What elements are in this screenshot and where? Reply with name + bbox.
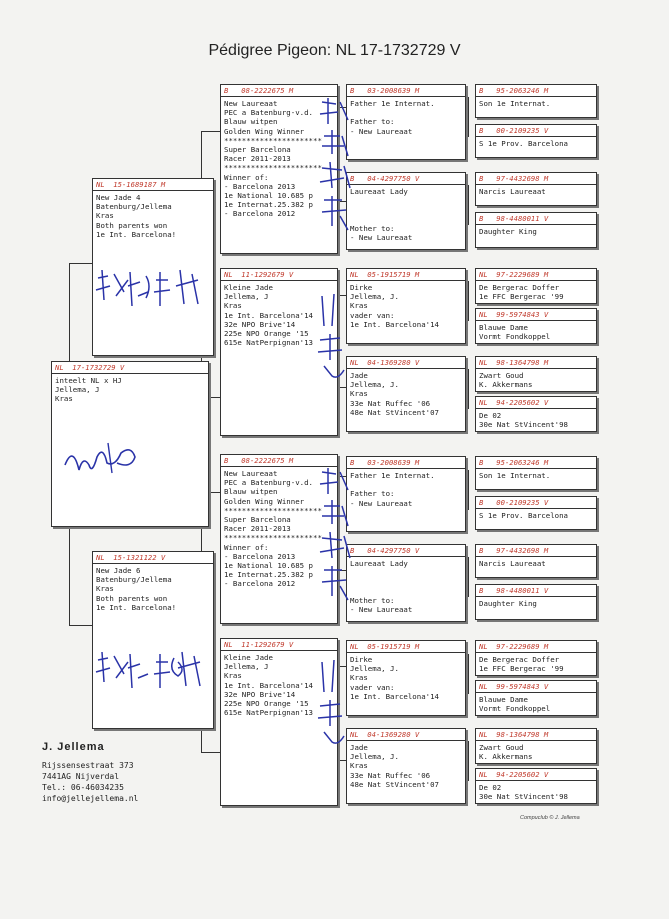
software-credit: Compuclub © J. Jellema <box>520 815 580 821</box>
ring-number: NL 05-1915719 M <box>347 269 465 281</box>
pigeon-box-g4i <box>475 456 597 490</box>
pigeon-details: Laureaat Lady Mother to: - New Laureaat <box>350 559 413 615</box>
pigeon-box-dam <box>92 551 214 729</box>
ring-number: B 97-4432698 M <box>476 173 596 185</box>
pigeon-box-grandsire-1 <box>220 84 338 254</box>
pigeon-details: Son 1e Internat. <box>479 99 551 108</box>
pigeon-box-g3d <box>346 356 466 432</box>
pigeon-details: De Bergerac Doffer 1e FFC Bergerac '99 <box>479 655 564 674</box>
ring-number: B 98-4480011 V <box>476 585 596 597</box>
ring-number: NL 11-1292679 V <box>221 639 337 651</box>
ring-number: B 97-4432698 M <box>476 545 596 557</box>
pigeon-box-g4g <box>475 356 597 392</box>
ring-number: NL 97-2229689 M <box>476 641 596 653</box>
ring-number: B 03-2008639 M <box>347 85 465 97</box>
pigeon-details: Zwart Goud K. Akkermans <box>479 371 533 390</box>
pigeon-details: Son 1e Internat. <box>479 471 551 480</box>
pigeon-box-g4k <box>475 544 597 578</box>
ring-number: B 08-2222675 M <box>221 85 337 97</box>
pigeon-box-granddam-1 <box>220 268 338 436</box>
ring-number: NL 97-2229689 M <box>476 269 596 281</box>
pigeon-box-g4j <box>475 496 597 530</box>
email-address: info@jellejellema.nl <box>42 794 139 803</box>
ring-number: B 00-2109235 V <box>476 497 596 509</box>
pigeon-details: Blauwe Dame Vormt Fondkoppel <box>479 695 551 714</box>
pigeon-box-g3h <box>346 728 466 804</box>
ring-number: NL 98-1364798 M <box>476 729 596 741</box>
pigeon-box-g4l <box>475 584 597 620</box>
pigeon-box-g4e <box>475 268 597 304</box>
pigeon-details: New Jade 4 Batenburg/Jellema Kras Both parents won 1e Int. Barcelona! <box>96 193 177 239</box>
ring-number: NL 94-2205602 V <box>476 769 596 781</box>
breeder-name: J. Jellema <box>42 741 105 753</box>
pigeon-box-g4c <box>475 172 597 206</box>
pigeon-box-g3a <box>346 84 466 160</box>
ring-number: NL 98-1364798 M <box>476 357 596 369</box>
pigeon-details: Daughter King <box>479 599 537 608</box>
breeder-info <box>42 742 138 804</box>
connector <box>468 97 469 137</box>
ring-number: NL 99-5974843 V <box>476 309 596 321</box>
pigeon-details: Blauwe Dame Vormt Fondkoppel <box>479 323 551 342</box>
ring-number: NL 04-1369280 V <box>347 357 465 369</box>
connector <box>69 263 92 264</box>
pigeon-details: De 02 30e Nat StVincent'98 <box>479 783 568 802</box>
pigeon-box-g3b <box>346 172 466 250</box>
ring-number: B 95-2063246 M <box>476 457 596 469</box>
ring-number: NL 17-1732729 V <box>52 362 208 374</box>
ring-number: B 08-2222675 M <box>221 455 337 467</box>
pigeon-details: De Bergerac Doffer 1e FFC Bergerac '99 <box>479 283 564 302</box>
connector <box>468 470 469 510</box>
connector <box>201 752 220 753</box>
ring-number: NL 15-1689187 M <box>93 179 213 191</box>
pigeon-box-subject <box>51 361 209 527</box>
pigeon-box-g3c <box>346 268 466 344</box>
pigeon-details: Narcis Laureaat <box>479 187 546 196</box>
pigeon-details: Father 1e Internat. Father to: - New Laureaat <box>350 471 435 508</box>
connector <box>468 185 469 225</box>
connector <box>468 557 469 597</box>
pigeon-box-g4a <box>475 84 597 118</box>
pigeon-details: Laureaat Lady Mother to: - New Laureaat <box>350 187 413 243</box>
ring-number: B 04-4297750 V <box>347 173 465 185</box>
pigeon-box-g3f <box>346 544 466 622</box>
ring-number: B 04-4297750 V <box>347 545 465 557</box>
ring-number: NL 04-1369280 V <box>347 729 465 741</box>
pigeon-box-g4p <box>475 768 597 804</box>
pigeon-details: Jade Jellema, J. Kras 33e Nat Ruffec '06 48e Nat StVincent'07 <box>350 743 439 789</box>
connector <box>468 654 469 694</box>
pigeon-details: Zwart Goud K. Akkermans <box>479 743 533 762</box>
phone-number: Tel.: 06-46034235 <box>42 783 124 792</box>
pigeon-box-g4f <box>475 308 597 344</box>
pigeon-details: Jade Jellema, J. Kras 33e Nat Ruffec '06 48e Nat StVincent'07 <box>350 371 439 417</box>
address-line-1: Rijssensestraat 373 <box>42 761 134 770</box>
address-line-2: 7441AG Nijverdal <box>42 772 120 781</box>
pigeon-details: De 02 30e Nat StVincent'98 <box>479 411 568 430</box>
ring-number: B 03-2008639 M <box>347 457 465 469</box>
pigeon-box-g4b <box>475 124 597 158</box>
ring-number: B 95-2063246 M <box>476 85 596 97</box>
pigeon-box-g4o <box>475 728 597 764</box>
ring-number: B 00-2109235 V <box>476 125 596 137</box>
connector <box>468 369 469 409</box>
pigeon-box-g4h <box>475 396 597 432</box>
pigeon-details: Daughter King <box>479 227 537 236</box>
pigeon-box-g4n <box>475 680 597 716</box>
page-title: Pédigree Pigeon: NL 17-1732729 V <box>208 42 461 59</box>
pigeon-details: Dirke Jellema, J. Kras vader van: 1e Int. Barcelona'14 <box>350 283 439 329</box>
ring-number: NL 11-1292679 V <box>221 269 337 281</box>
pigeon-details: S 1e Prov. Barcelona <box>479 139 568 148</box>
pigeon-details: S 1e Prov. Barcelona <box>479 511 568 520</box>
ring-number: NL 15-1321122 V <box>93 552 213 564</box>
pigeon-box-g3g <box>346 640 466 716</box>
pigeon-box-grandsire-2 <box>220 454 338 624</box>
connector <box>69 625 92 626</box>
pigeon-details: Kleine Jade Jellema, J Kras 1e Int. Barcelona'14 32e NPO Brive'14 225e NPO Orange '15 615e NatPerpignan'13 <box>224 283 313 348</box>
pigeon-details: Narcis Laureaat <box>479 559 546 568</box>
pigeon-details: Kleine Jade Jellema, J Kras 1e Int. Barcelona'14 32e NPO Brive'14 225e NPO Orange '15 615e NatPerpignan'13 <box>224 653 313 718</box>
pigeon-details: New Jade 6 Batenburg/Jellema Kras Both parents won 1e Int. Barcelona! <box>96 566 177 612</box>
pigeon-box-g3e <box>346 456 466 532</box>
pigeon-box-g4d <box>475 212 597 248</box>
connector <box>468 281 469 321</box>
pigeon-details: Dirke Jellema, J. Kras vader van: 1e Int. Barcelona'14 <box>350 655 439 701</box>
pigeon-details: New Laureaat PEC a Batenburg-v.d. Blauw witpen Golden Wing Winner ********************** Super Barcelona Racer 2011-2013 ********************** Winner of: - Barcelona 2013 1e National 10.685 p 1e Internat.25.382 p - Barcelona 2012 <box>224 469 322 589</box>
connector <box>468 741 469 781</box>
pigeon-details: New Laureaat PEC a Batenburg-v.d. Blauw witpen Golden Wing Winner ********************** Super Barcelona Racer 2011-2013 ********************** Winner of: - Barcelona 2013 1e National 10.685 p 1e Internat.25.382 p - Barcelona 2012 <box>224 99 322 219</box>
pigeon-details: inteelt NL x HJ Jellema, J Kras <box>55 376 122 404</box>
connector <box>201 131 220 132</box>
pigeon-box-g4m <box>475 640 597 676</box>
ring-number: NL 05-1915719 M <box>347 641 465 653</box>
ring-number: NL 94-2205602 V <box>476 397 596 409</box>
pigeon-box-sire <box>92 178 214 356</box>
pigeon-details: Father 1e Internat. Father to: - New Laureaat <box>350 99 435 136</box>
pigeon-box-granddam-2 <box>220 638 338 806</box>
ring-number: B 98-4480011 V <box>476 213 596 225</box>
ring-number: NL 99-5974843 V <box>476 681 596 693</box>
